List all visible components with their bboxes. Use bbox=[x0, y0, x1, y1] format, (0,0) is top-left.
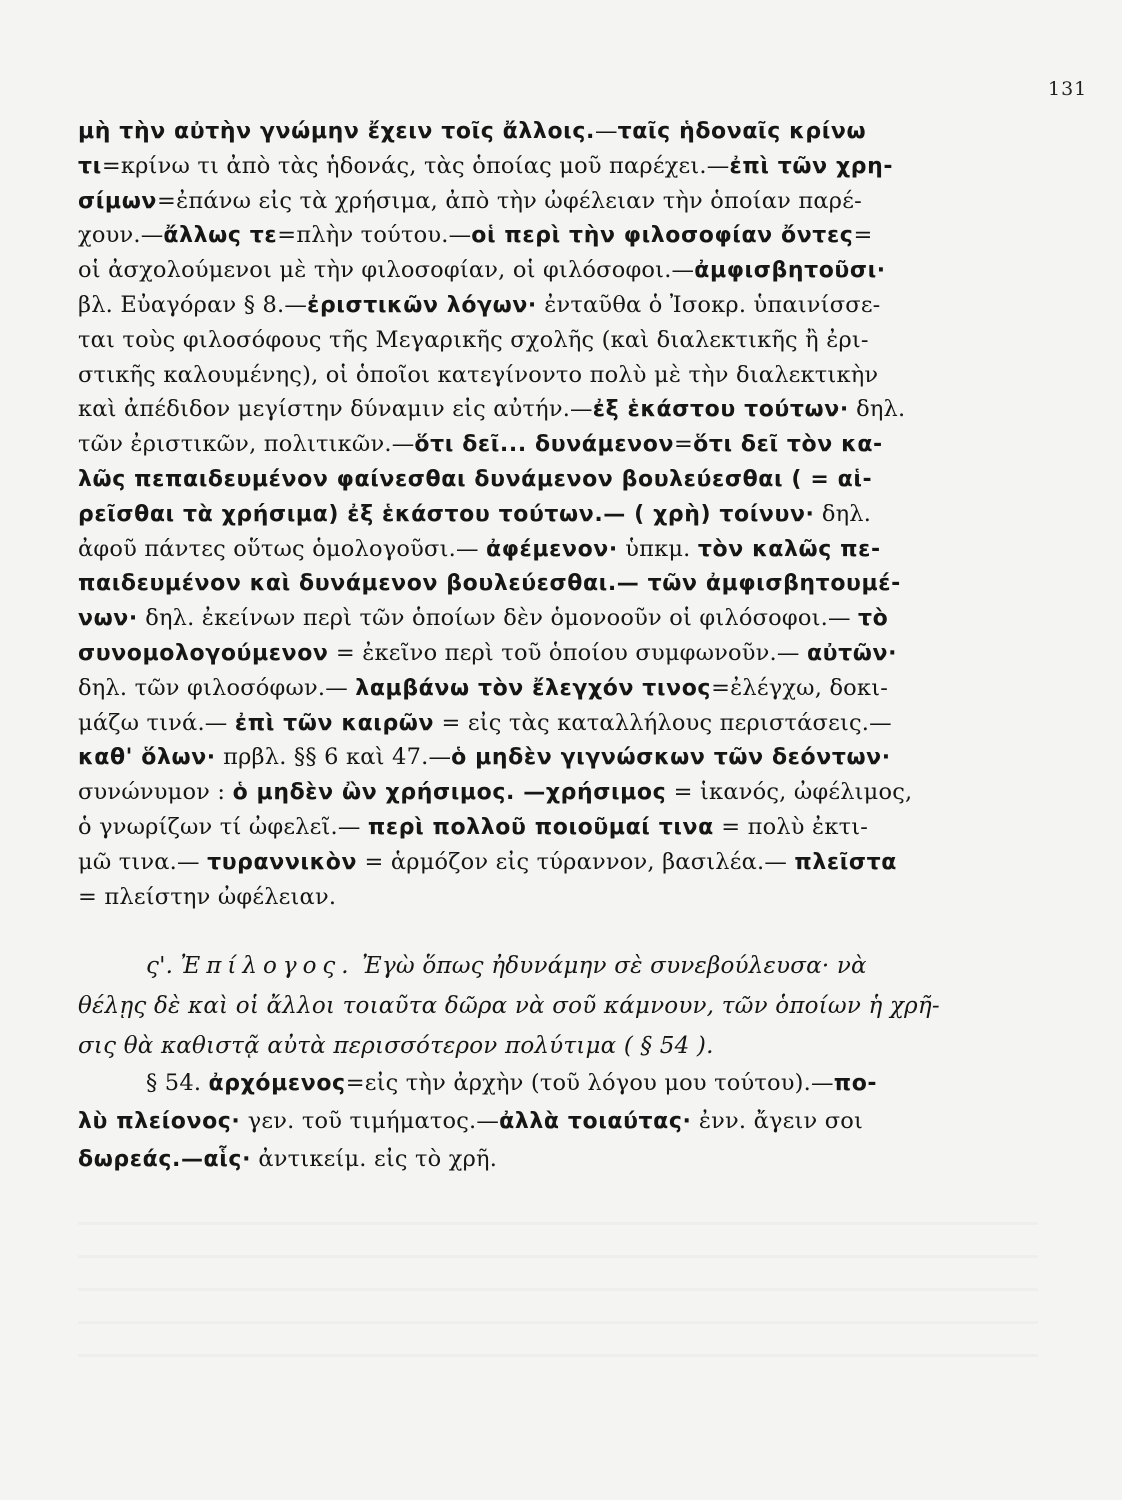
lemma-term: ἄλλως τε bbox=[163, 223, 278, 249]
gloss-text: =πλὴν τούτου.— bbox=[277, 222, 472, 249]
gloss-text: ὑπκμ. bbox=[617, 535, 698, 562]
text-line bbox=[78, 566, 984, 601]
lemma-term: παιδευμένον καὶ δυνάμενον βουλεύεσθαι.— τῶν ἀμφισβητουμέ- bbox=[78, 571, 901, 597]
lemma-term: ὅτι δεῖ τὸν κα- bbox=[693, 432, 883, 458]
gloss-text: = bbox=[853, 222, 873, 249]
gloss-text: =ἐπάνω εἰς τὰ χρήσιμα, ἀπὸ τὴν ὠφέλειαν τὴν ὁποίαν παρέ- bbox=[157, 187, 862, 214]
lemma-term: αὐτῶν· bbox=[806, 640, 898, 666]
gloss-text: = πλείστην ὠφέλειαν. bbox=[78, 883, 337, 910]
gloss-text: = πολὺ ἐκτι- bbox=[713, 813, 869, 840]
epilogue-heading: Ἐπίλογος. bbox=[180, 953, 355, 979]
lemma-term: λὺ πλείονος· bbox=[78, 1109, 241, 1134]
text-line bbox=[78, 427, 984, 462]
section-54-block bbox=[78, 1064, 984, 1178]
gloss-text: = bbox=[674, 431, 694, 458]
lemma-term: νων· bbox=[78, 606, 138, 632]
lemma-term: ἀφέμενον· bbox=[486, 536, 618, 562]
lemma-term: λῶς πεπαιδευμένον φαίνεσθαι δυνάμενον βουλεύεσθαι ( = αἱ- bbox=[78, 466, 873, 492]
gloss-text: — bbox=[594, 118, 618, 144]
lemma-term: τὸν καλῶς πε- bbox=[697, 536, 881, 562]
text-line bbox=[78, 1064, 984, 1102]
lemma-term: τι bbox=[78, 153, 102, 179]
text-line bbox=[78, 601, 984, 636]
gloss-text: ἐνταῦθα ὁ Ἰσοκρ. ὑπαινίσσε- bbox=[536, 291, 881, 318]
gloss-text: = εἰς τὰς καταλλήλους περιστάσεις.— bbox=[434, 709, 892, 736]
epilogue-number: ς'. bbox=[146, 953, 174, 979]
text-line bbox=[78, 671, 984, 706]
lemma-term: ὁ μηδὲν ὢν χρήσιμος. —χρήσιμος bbox=[232, 780, 667, 806]
lemma-term: πο- bbox=[833, 1071, 878, 1096]
gloss-text: ἐνν. ἄγειν σοι bbox=[691, 1108, 864, 1134]
gloss-text: = ἁρμόζον εἰς τύραννον, βασιλέα.— bbox=[357, 848, 795, 875]
gloss-text: =κρίνω τι ἀπὸ τὰς ἡδονάς, τὰς ὁποίας μοῦ παρέχει.— bbox=[101, 152, 730, 179]
gloss-text: = ἐκεῖνο περὶ τοῦ ὁποίου συμφωνοῦν.— bbox=[328, 639, 807, 666]
text-line bbox=[78, 114, 984, 149]
lemma-term: ἀρχόμενος bbox=[208, 1071, 346, 1096]
gloss-text: βλ. Εὐαγόραν § 8.— bbox=[78, 291, 308, 318]
lemma-term: δωρεάς.—αἷς· bbox=[78, 1147, 252, 1172]
text-line bbox=[78, 323, 984, 358]
lemma-term: ἀλλὰ τοιαύτας· bbox=[499, 1109, 692, 1134]
text-line bbox=[78, 462, 984, 497]
lemma-term: ταῖς ἡδοναῖς κρίνω bbox=[617, 119, 867, 144]
gloss-text: τῶν ἐριστικῶν, πολιτικῶν.— bbox=[78, 431, 415, 458]
gloss-text: § 54. bbox=[146, 1070, 209, 1096]
gloss-text: χουν.— bbox=[78, 222, 164, 249]
lemma-term: ἐριστικῶν λόγων· bbox=[307, 292, 537, 318]
lemma-term: τυραννικὸν bbox=[207, 849, 358, 875]
lemma-term: ἐπὶ τῶν χρη- bbox=[729, 153, 894, 179]
gloss-text: γεν. τοῦ τιμήματος.— bbox=[240, 1108, 500, 1134]
lemma-term: οἱ περὶ τὴν φιλοσοφίαν ὄντες bbox=[471, 223, 854, 249]
lemma-term: τὸ bbox=[858, 606, 889, 632]
lemma-term: καθ' ὅλων· bbox=[78, 745, 216, 771]
text-line bbox=[78, 532, 984, 567]
gloss-text: καὶ ἀπέδιδον μεγίστην δύναμιν εἰς αὐτήν.— bbox=[78, 396, 593, 423]
gloss-text: ὁ γνωρίζων τί ὠφελεῖ.— bbox=[78, 813, 368, 840]
text-line bbox=[78, 1102, 984, 1140]
text-line bbox=[78, 218, 984, 253]
epilogue-line bbox=[78, 946, 984, 986]
gloss-text: ἀφοῦ πάντες οὕτως ὁμολογοῦσι.— bbox=[78, 535, 486, 562]
text-line bbox=[78, 810, 984, 845]
gloss-text: ἀντικείμ. εἰς τὸ χρῆ. bbox=[251, 1146, 498, 1172]
gloss-text: μῶ τινα.— bbox=[78, 848, 208, 875]
lemma-term: σίμων bbox=[78, 188, 158, 214]
gloss-text: στικῆς καλουμένης), οἱ ὁποῖοι κατεγίνοντο πολὺ μὲ τὴν διαλεκτικὴν bbox=[78, 361, 879, 388]
lemma-term: περὶ πολλοῦ ποιοῦμαί τινα bbox=[367, 814, 714, 840]
page-number: 131 bbox=[1048, 78, 1088, 100]
text-line bbox=[78, 497, 984, 532]
lemma-term: ὁ μηδὲν γιγνώσκων τῶν δεόντων· bbox=[451, 745, 891, 771]
gloss-text: δηλ. τῶν φιλοσόφων.— bbox=[78, 674, 356, 701]
gloss-text: συνώνυμον : bbox=[78, 779, 233, 806]
text-line bbox=[78, 775, 984, 810]
gloss-text: πρβλ. §§ 6 καὶ 47.— bbox=[215, 744, 452, 771]
bleed-through-shadow bbox=[78, 1192, 1038, 1372]
commentary-text bbox=[78, 114, 984, 914]
epilogue-line: σις θὰ καθιστᾷ αὐτὰ περισσότερον πολύτιμα ( § 54 ). bbox=[78, 1033, 714, 1059]
lemma-term: ἐπὶ τῶν καιρῶν bbox=[234, 710, 435, 736]
lemma-term: ρεῖσθαι τὰ χρήσιμα) ἐξ ἑκάστου τούτων.— ( χρὴ) τοίνυν· bbox=[78, 501, 815, 527]
text-line bbox=[78, 740, 984, 775]
gloss-text: μάζω τινά.— bbox=[78, 709, 235, 736]
text-line bbox=[78, 149, 984, 184]
lemma-term: μὴ τὴν αὐτὴν γνώμην ἔχειν τοῖς ἄλλοις. bbox=[78, 119, 595, 144]
gloss-text: δηλ. ἐκείνων περὶ τῶν ὁποίων δὲν ὁμονοοῦν οἱ φιλόσοφοι.— bbox=[137, 605, 859, 632]
epilogue-text: Ἐγὼ ὅπως ἠδυνάμην σὲ συνεβούλευσα· νὰ bbox=[362, 953, 867, 979]
text-line bbox=[78, 184, 984, 219]
lemma-term: λαμβάνω τὸν ἔλεγχόν τινος bbox=[355, 675, 712, 701]
epilogue-block bbox=[78, 946, 984, 1066]
gloss-text: = ἱκανός, ὠφέλιμος, bbox=[666, 779, 913, 806]
gloss-text: οἱ ἀσχολούμενοι μὲ τὴν φιλοσοφίαν, οἱ φιλόσοφοι.— bbox=[78, 257, 695, 284]
text-line bbox=[78, 1140, 984, 1178]
gloss-text: =ἐλέγχω, δοκι- bbox=[711, 674, 889, 701]
text-line bbox=[78, 288, 984, 323]
lemma-term: συνομολογούμενον bbox=[78, 640, 329, 666]
lemma-term: ἐξ ἑκάστου τούτων· bbox=[592, 397, 849, 423]
text-line bbox=[78, 706, 984, 741]
text-line bbox=[78, 880, 984, 915]
text-line bbox=[78, 392, 984, 427]
text-line bbox=[78, 845, 984, 880]
lemma-term: ἀμφισβητοῦσι· bbox=[694, 258, 886, 284]
text-line bbox=[78, 253, 984, 288]
gloss-text: δηλ. bbox=[814, 500, 872, 527]
lemma-term: πλεῖστα bbox=[794, 849, 898, 875]
lemma-term: ὅτι δεῖ... δυνάμενον bbox=[414, 432, 675, 458]
text-line bbox=[78, 358, 984, 393]
text-line bbox=[78, 636, 984, 671]
gloss-text: =εἰς τὴν ἀρχὴν (τοῦ λόγου μου τούτου).— bbox=[345, 1070, 834, 1096]
gloss-text: ται τοὺς φιλοσόφους τῆς Μεγαρικῆς σχολῆς (καὶ διαλεκτικῆς ἢ ἐρι- bbox=[78, 326, 869, 353]
gloss-text: δηλ. bbox=[848, 396, 906, 423]
epilogue-line: θέλῃς δὲ καὶ οἱ ἄλλοι τοιαῦτα δῶρα νὰ σοῦ κάμνουν, τῶν ὁποίων ἡ χρῆ- bbox=[78, 993, 940, 1019]
